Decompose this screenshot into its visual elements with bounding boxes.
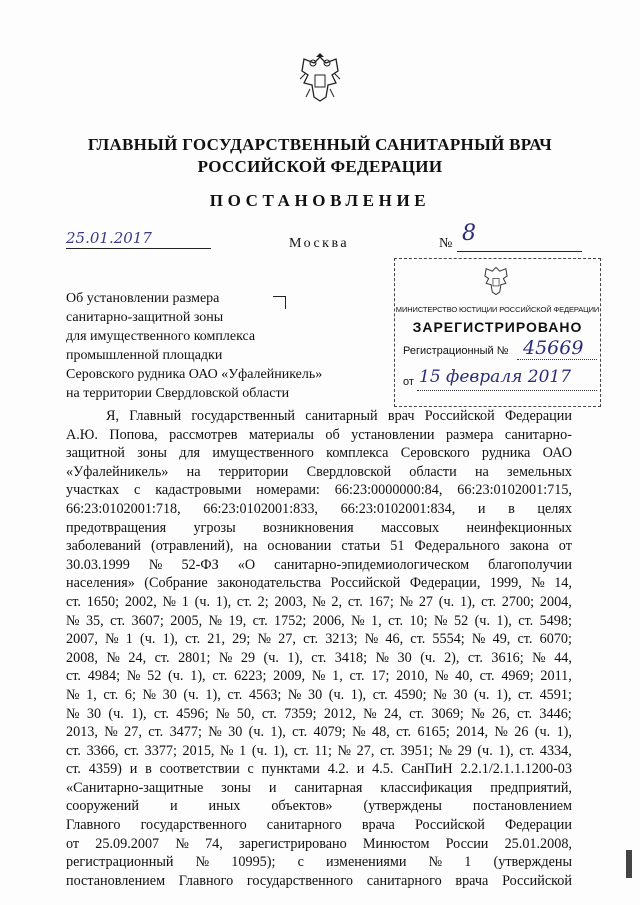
stamp-reg-underline	[517, 359, 597, 360]
stamp-ministry: МИНИСТЕРСТВО ЮСТИЦИИ РОССИЙСКОЙ ФЕДЕРАЦИИ	[395, 305, 600, 314]
body-line: № 1, ст. 6; № 30 (ч. 1), ст. 4563; № 30 (ч. 1), ст. 4590; № 30 (ч. 1), ст. 4591;	[66, 686, 572, 703]
body-line: № 35, ст. 3607; 2005, № 19, ст. 1752; 2006, № 1, ст. 10; № 52 (ч. 1), ст. 5498;	[66, 612, 572, 629]
stamp-reg-number: 45669	[523, 337, 584, 359]
body-line: участках с кадастровыми номерами: 66:23:0000000:84, 66:23:0102001:715,	[66, 482, 572, 499]
subject-corner-mark	[273, 296, 286, 309]
subject-line: Серовского рудника ОАО «Уфалейникель»	[66, 367, 323, 382]
body-line: ст. 3366, ст. 3377; 2015, № 1 (ч. 1), ст. 11; № 27, ст. 3951; № 29 (ч. 1), ст. 4334,	[66, 742, 572, 759]
subject-line: на территории Свердловской области	[66, 386, 290, 401]
body-line: № 30 (ч. 1), ст. 4596; № 50, ст. 7359; 2012, № 24, ст. 3069; № 26, ст. 3446;	[66, 705, 572, 722]
stamp-reg-date: 15 февраля 2017	[419, 367, 572, 387]
body-line: ст. 4359) и в соответствии с пунктами 4.2. и 4.5. СанПиН 2.2.1/2.1.1.1200-03	[66, 761, 572, 778]
body-line: предотвращения угрозы возникновения массовых неинфекционных	[66, 519, 572, 536]
body-line: населения» (Собрание законодательства Российской Федерации, 1999, № 14,	[66, 575, 572, 592]
page-edge-mark	[626, 850, 632, 878]
subject-line: Об установлении размера	[66, 291, 220, 306]
body-line: постановлением Главного государственного санитарного врача Российской	[66, 872, 572, 889]
document-body	[66, 407, 572, 890]
body-line: защитной зоны для имущественного комплекса Серовского рудника ОАО	[66, 445, 572, 462]
stamp-registered: ЗАРЕГИСТРИРОВАНО	[412, 319, 583, 335]
body-line: регистрационный № 10995); с изменениями № 1 (утверждены	[66, 854, 572, 871]
document-city: Москва	[289, 236, 350, 251]
body-line: 2008, № 24, ст. 2801; № 29 (ч. 1), ст. 3418; № 30 (ч. 2), ст. 3616; № 44,	[66, 649, 572, 666]
subject-line: для имущественного комплекса	[66, 329, 256, 344]
document-subject	[66, 289, 406, 403]
body-line: «Санитарно-защитные зоны и санитарная классификация предприятий,	[66, 779, 572, 796]
issuer-subtitle: РОССИЙСКОЙ ФЕДЕРАЦИИ	[197, 157, 443, 176]
subject-line: санитарно-защитной зоны	[66, 310, 224, 325]
number-label: №	[439, 236, 453, 251]
stamp-emblem-icon	[481, 265, 511, 297]
subject-line: промышленной площадки	[66, 348, 223, 363]
registration-stamp	[394, 258, 601, 407]
body-line: «Уфалейникель» на территории Свердловской области на земельных	[66, 463, 572, 480]
issuer-title: ГЛАВНЫЙ ГОСУДАРСТВЕННЫЙ САНИТАРНЫЙ ВРАЧ	[87, 135, 553, 154]
body-line: 2007, № 1 (ч. 1), ст. 21, 29; № 27, ст. 3213; № 46, ст. 5554; № 49, ст. 6070;	[66, 631, 572, 648]
body-line: заболеваний (отравлений), на основании статьи 51 Федерального закона от	[66, 538, 572, 555]
body-line: Я, Главный государственный санитарный врач Российской Федерации	[106, 408, 572, 424]
date-underline	[66, 248, 211, 249]
stamp-date-label: от	[403, 376, 414, 388]
body-line: ст. 1650; 2002, № 1 (ч. 1), ст. 2; 2003, № 2, ст. 167; № 27 (ч. 1), ст. 2700; 2004,	[66, 593, 572, 610]
body-line: 30.03.1999 № 52-ФЗ «О санитарно-эпидемиологическом благополучии	[66, 556, 572, 573]
stamp-reg-label: Регистрационный №	[403, 345, 509, 357]
body-line: 66:23:0102001:718, 66:23:0102001:833, 66:23:0102001:834, и в целях	[66, 500, 572, 517]
coat-of-arms-icon	[296, 53, 344, 105]
body-line: А.Ю. Попова, рассмотрев материалы об установлении размера санитарно-	[66, 426, 572, 443]
body-line: от 25.09.2007 № 74, зарегистрировано Минюстом России 25.01.2008,	[66, 835, 572, 852]
stamp-date-underline	[417, 390, 597, 391]
body-line: 2013, № 27, ст. 3477; № 30 (ч. 1), ст. 4079; № 48, ст. 6165; 2014, № 26 (ч. 1),	[66, 724, 572, 741]
document-number: 8	[462, 221, 476, 246]
body-line: ст. 4984; № 52 (ч. 1), ст. 6223; 2009, № 1, ст. 17; 2010, № 40, ст. 4969; 2011,	[66, 668, 572, 685]
body-line: Главного государственного санитарного врача Российской Федерации	[66, 817, 572, 834]
document-type: ПОСТАНОВЛЕНИЕ	[209, 191, 431, 210]
number-underline	[457, 251, 582, 252]
body-line: сооружений и иных объектов» (утверждены постановлением	[66, 798, 572, 815]
document-date: 25.01.2017	[66, 229, 152, 247]
